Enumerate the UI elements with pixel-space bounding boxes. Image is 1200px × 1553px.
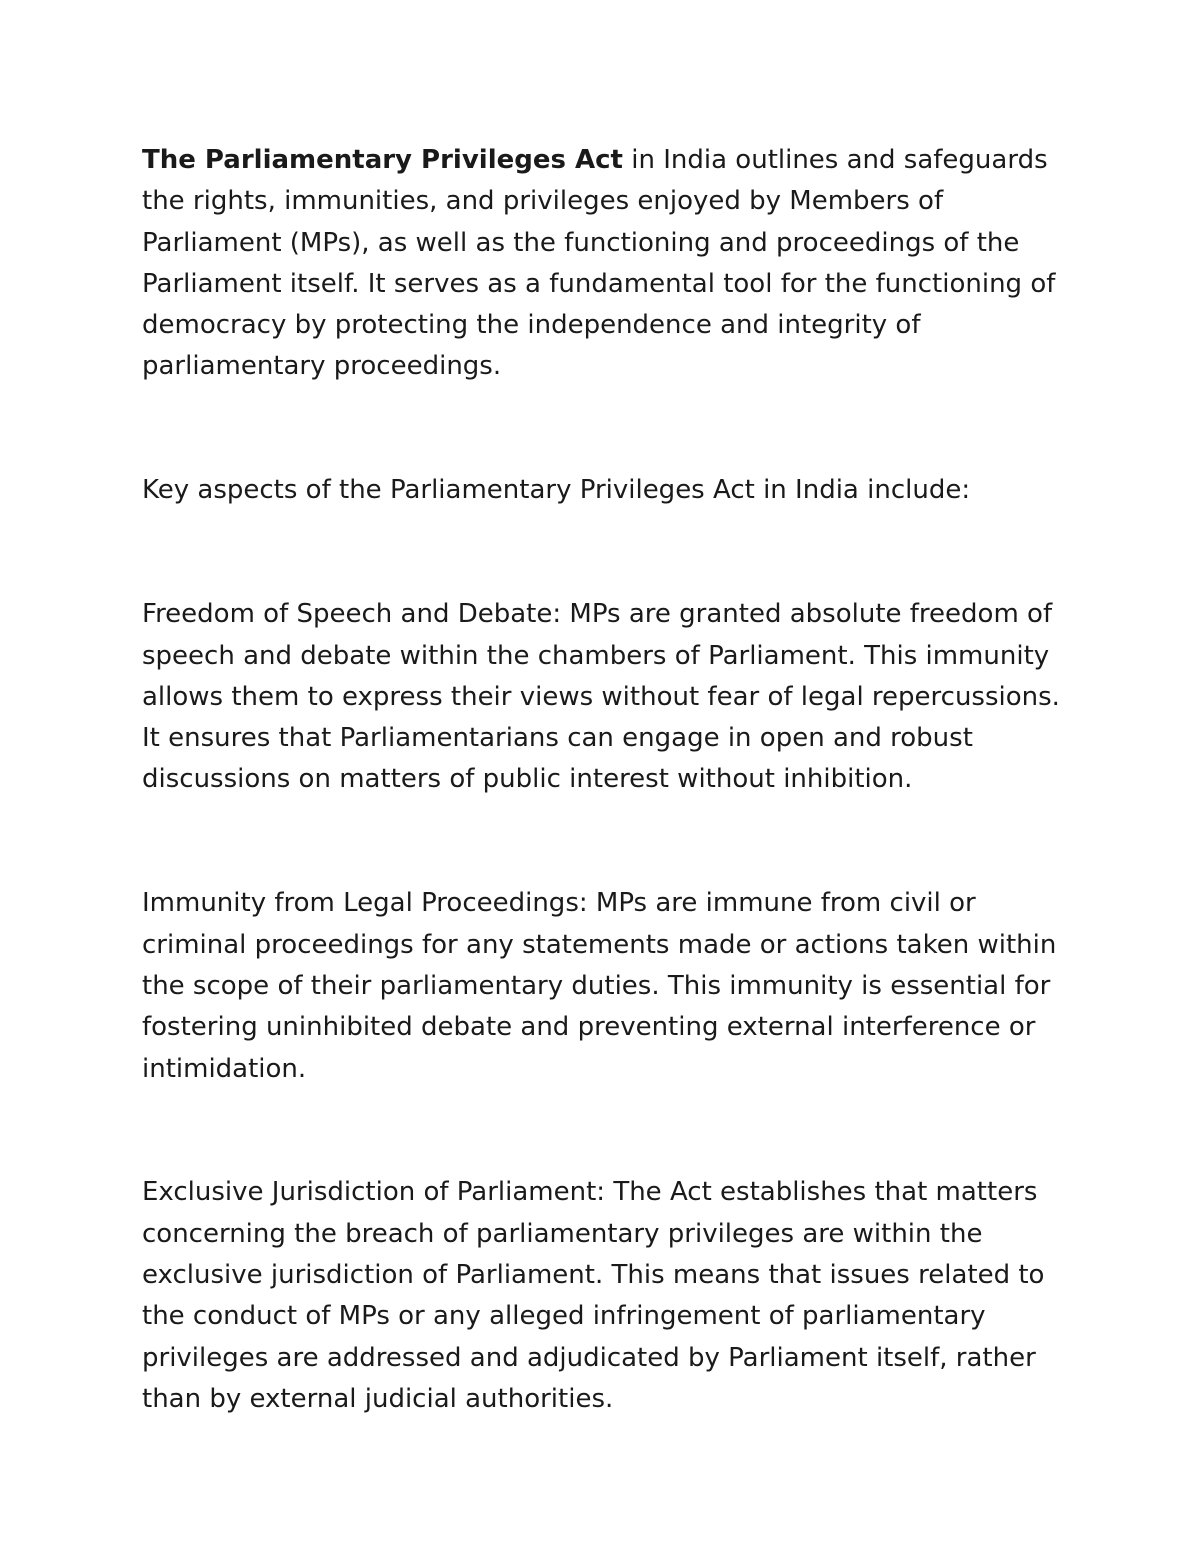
intro-paragraph — [142, 140, 1062, 388]
paragraph-spacer — [142, 388, 1062, 471]
section-immunity-legal-proceedings: Immunity from Legal Proceedings: MPs are immune from civil or criminal proceedings for any statements made or actions taken within the scope of their parliamentary duties. This immunity is essential for fostering uninhibited debate and preventing external interference or intimidation. — [142, 888, 1057, 1084]
section-freedom-of-speech: Freedom of Speech and Debate: MPs are granted absolute freedom of speech and debate within the chambers of Parliament. This immunity allows them to express their views without fear of legal repercussions. It ensures that Parliamentarians can engage in open and robust discussions on matters of public interest without inhibition. — [142, 599, 1060, 795]
paragraph-spacer — [142, 512, 1062, 595]
paragraph-spacer — [142, 801, 1062, 884]
section-exclusive-jurisdiction: Exclusive Jurisdiction of Parliament: The Act establishes that matters concerning the breach of parliamentary privileges are within the exclusive jurisdiction of Parliament. This means that issues related to the conduct of MPs or any alleged infringement of parliamentary privileges are addressed and adjudicated by Parliament itself, rather than by external judicial authorities. — [142, 1177, 1045, 1414]
document-body — [142, 140, 1062, 1420]
intro-text: in India outlines and safeguards the rights, immunities, and privileges enjoyed by Members of Parliament (MPs), as well as the functioning and proceedings of the Parliament itself. It serves as a fundamental tool for the functioning of democracy by protecting the independence and integrity of parliamentary proceedings. — [142, 145, 1056, 382]
key-aspects-heading: Key aspects of the Parliamentary Privileges Act in India include: — [142, 475, 971, 506]
intro-bold-title: The Parliamentary Privileges Act — [142, 145, 623, 175]
paragraph-spacer — [142, 1090, 1062, 1173]
